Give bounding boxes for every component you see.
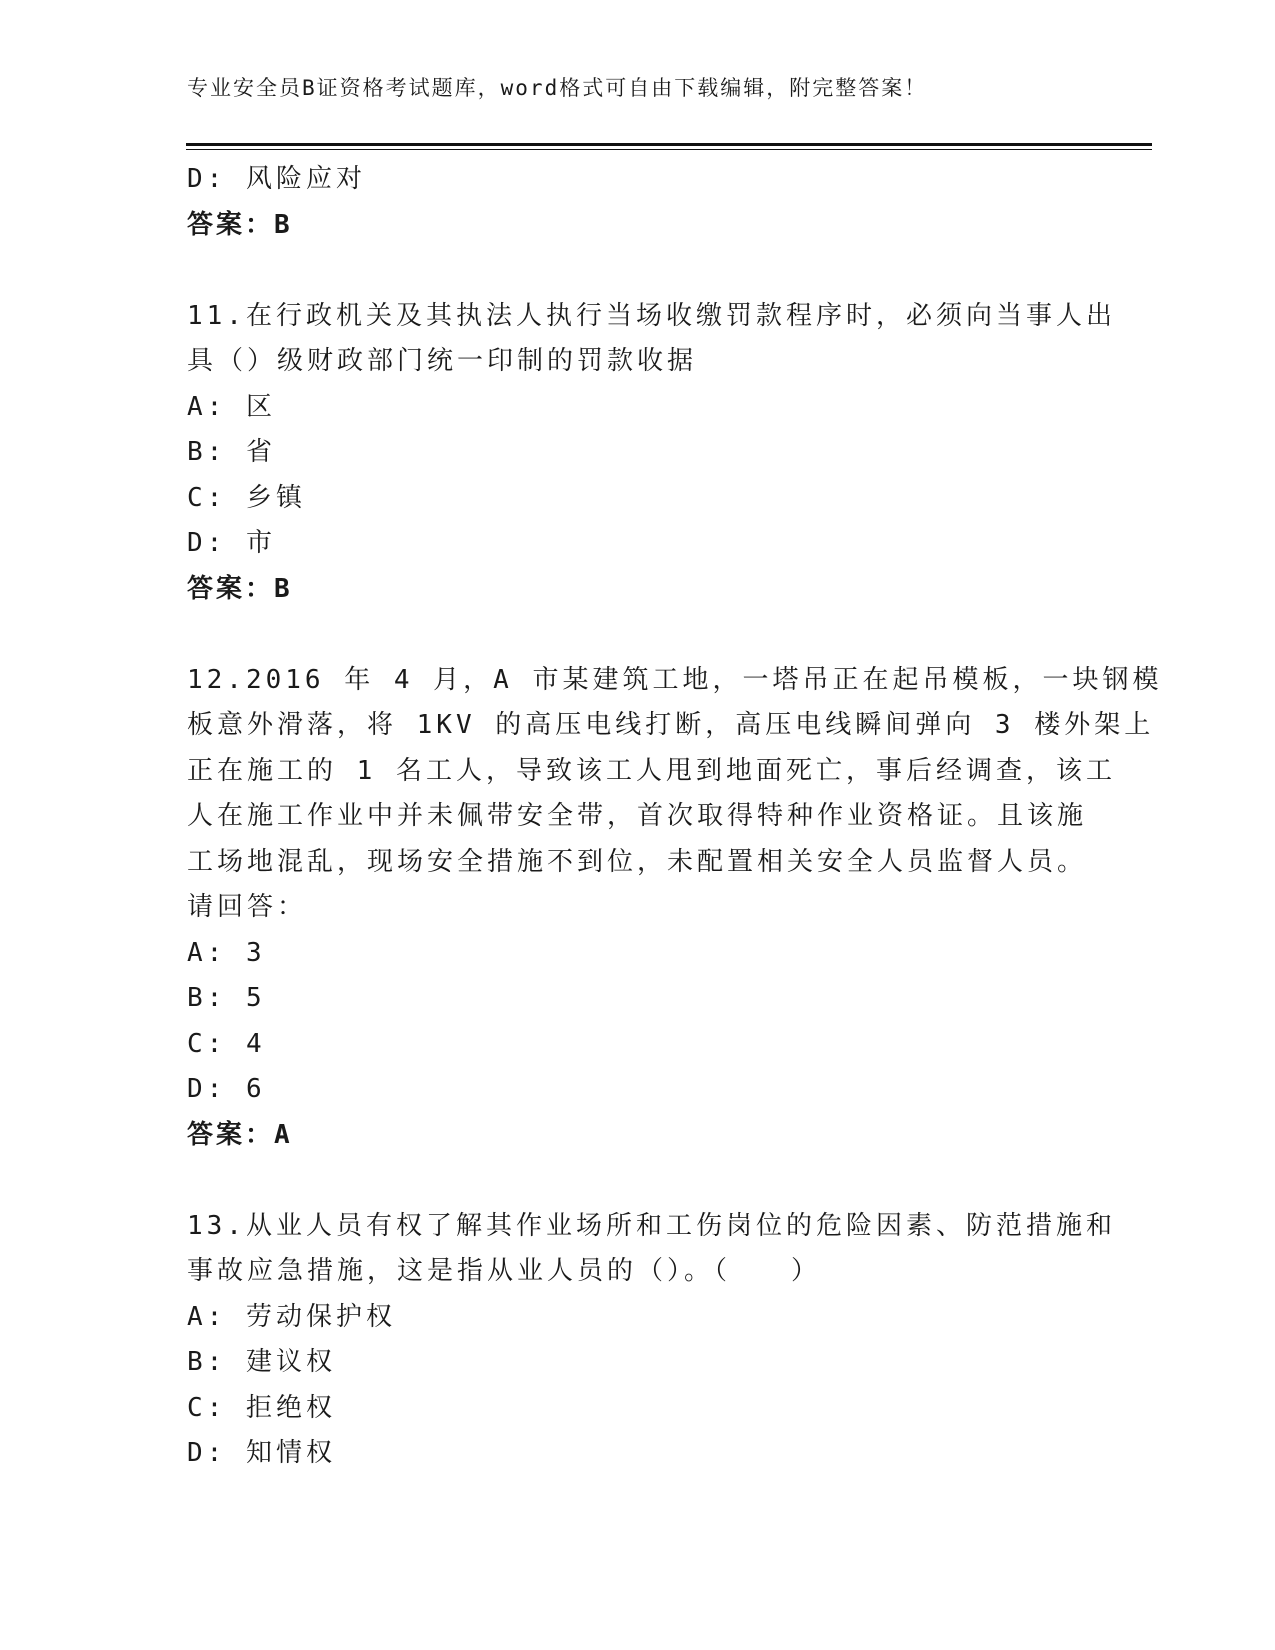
- option-d: D: 知情权: [187, 1438, 336, 1468]
- question-text-line: 人在施工作业中并未佩带安全带，首次取得特种作业资格证。且该施: [187, 801, 1088, 831]
- option-a: A: 劳动保护权: [187, 1301, 396, 1332]
- option-b: B: 省: [187, 437, 276, 467]
- answer-line: 答案：B: [187, 209, 293, 240]
- question-text-line: 正在施工的 1 名工人，导致该工人甩到地面死亡，事后经调查，该工: [187, 755, 1116, 786]
- header-rule-thin: [186, 149, 1152, 150]
- page-header: 专业安全员B证资格考试题库，word格式可自由下载编辑，附完整答案！: [187, 76, 928, 100]
- spacer: [187, 612, 1147, 658]
- option-c: C: 4: [187, 1028, 266, 1059]
- option-c: C: 乡镇: [187, 482, 306, 513]
- question-11: [187, 294, 1147, 613]
- option-b: B: 建议权: [187, 1347, 336, 1377]
- option-d: D: 市: [187, 528, 276, 558]
- question-text-line: 板意外滑落，将 1KV 的高压电线打断，高压电线瞬间弹向 3 楼外架上: [187, 710, 1155, 740]
- option-c: C: 拒绝权: [187, 1392, 336, 1423]
- document-body: [187, 157, 1163, 1477]
- option-d: D: 风险应对: [187, 164, 366, 194]
- answer-line: 答案：A: [187, 1119, 293, 1150]
- option-a: A: 区: [187, 391, 276, 422]
- question-text-line: 工场地混乱，现场安全措施不到位，未配置相关安全人员监督人员。: [187, 846, 1088, 877]
- question-text-line: 事故应急措施，这是指从业人员的（）。（ ）: [187, 1256, 822, 1286]
- answer-line: 答案：B: [187, 573, 293, 604]
- question-text-line: 11.在行政机关及其执法人执行当场收缴罚款程序时，必须向当事人出: [187, 300, 1116, 331]
- question-text-line: 具（）级财政部门统一印制的罚款收据: [187, 346, 698, 376]
- option-d: D: 6: [187, 1074, 266, 1104]
- header-rule-thick: [186, 143, 1152, 146]
- option-b: B: 5: [187, 983, 266, 1013]
- spacer: [187, 248, 1147, 294]
- option-a: A: 3: [187, 937, 266, 968]
- question-12: [187, 658, 1163, 1159]
- question-text-line: 12.2016 年 4 月，A 市某建筑工地，一塔吊正在起吊模板，一块钢模: [187, 664, 1163, 695]
- question-text-line: 13.从业人员有权了解其作业场所和工伤岗位的危险因素、防范措施和: [187, 1210, 1116, 1241]
- spacer: [187, 1158, 1147, 1204]
- question-13: [187, 1204, 1147, 1477]
- question-text-line: 请回答：: [187, 892, 308, 922]
